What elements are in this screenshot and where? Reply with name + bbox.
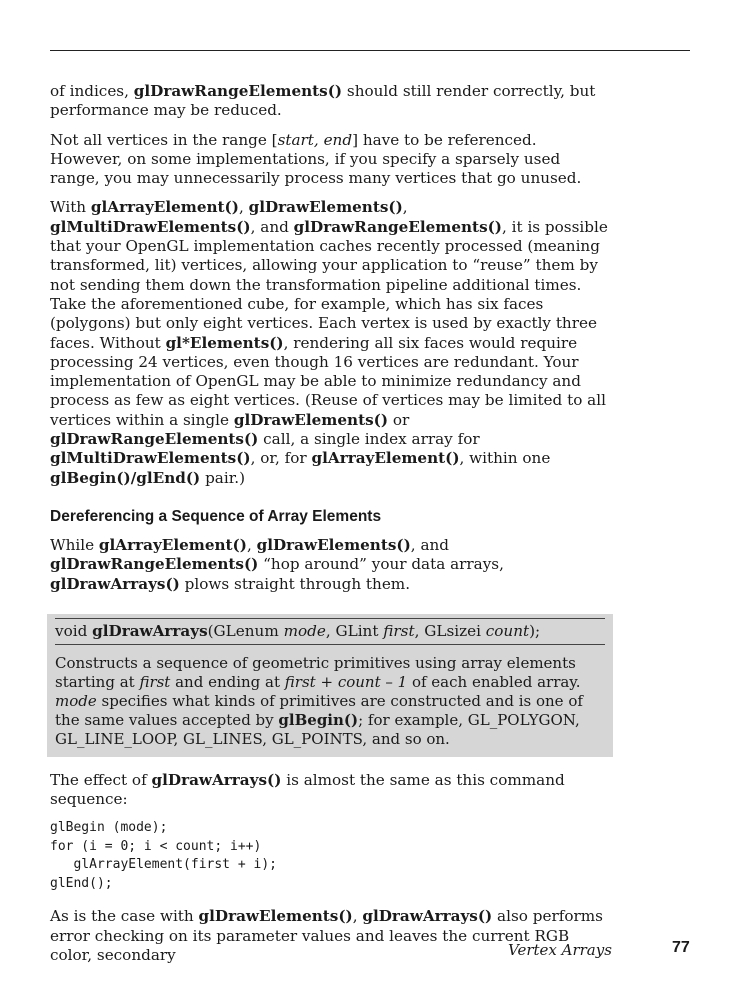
paragraph-6: As is the case with glDrawElements(), glDrawArrays() also performs error checking on its parameter values and leaves the current RGB color, secondary [50, 907, 603, 965]
section-heading: Dereferencing a Sequence of Array Elements [50, 507, 382, 525]
top-rule [50, 50, 690, 51]
function-description: Constructs a sequence of geometric primitives using array elements starting at first and ending at first + count – 1 of each enabled array. mode specifies what kinds of primitives are constructed and is one of the same values accepted by glBegin(); for example, GL_POLYGON, GL_LINE_LOOP, GL_LINES, GL_POINTS, and so on. [55, 653, 583, 748]
function-signature: void glDrawArrays(GLenum mode, GLint first, GLsizei count); [55, 618, 605, 645]
paragraph-3: With glArrayElement(), glDrawElements(), glMultiDrawElements(), and glDrawRangeElements(), it is possible that your OpenGL implementation caches recently processed (meaning transformed, lit) vertices, allowing your application to “reuse” them by not sending them down the transformation pipeline additional times. Take the aforementioned cube, for example, which has six faces (polygons) but only eight vertices. Each vertex is used by exactly three faces. Without gl*Elements(), rendering all six faces would require processing 24 vertices, even though 16 vertices are redundant. Your implementation of OpenGL may be able to minimize redundancy and process as few as eight vertices. (Reuse of vertices may be limited to all vertices within a single glDrawElements() or glDrawRangeElements() call, a single index array for glMultiDrawElements(), or, for glArrayElement(), within one glBegin()/glEnd() pair.) [50, 198, 608, 487]
page-body [50, 82, 610, 975]
paragraph-5: The effect of glDrawArrays() is almost the same as this command sequence: [50, 770, 565, 809]
paragraph-2: Not all vertices in the range [start, end] have to be referenced. However, on some implementations, if you specify a sparsely used range, you may unnecessarily process many vertices that go unused. [50, 130, 582, 188]
code-block: glBegin (mode); for (i = 0; i < count; i++) glArrayElement(first + i); glEnd(); [50, 820, 277, 891]
page-number: 77 [672, 939, 690, 956]
paragraph-4: While glArrayElement(), glDrawElements(), and glDrawRangeElements() “hop around” your data arrays, glDrawArrays() plows straight through them. [50, 535, 504, 593]
function-reference-box [47, 614, 613, 757]
paragraph-1: of indices, glDrawRangeElements() should still render correctly, but performance may be reduced. [50, 82, 596, 120]
running-footer-title: Vertex Arrays [508, 941, 612, 959]
